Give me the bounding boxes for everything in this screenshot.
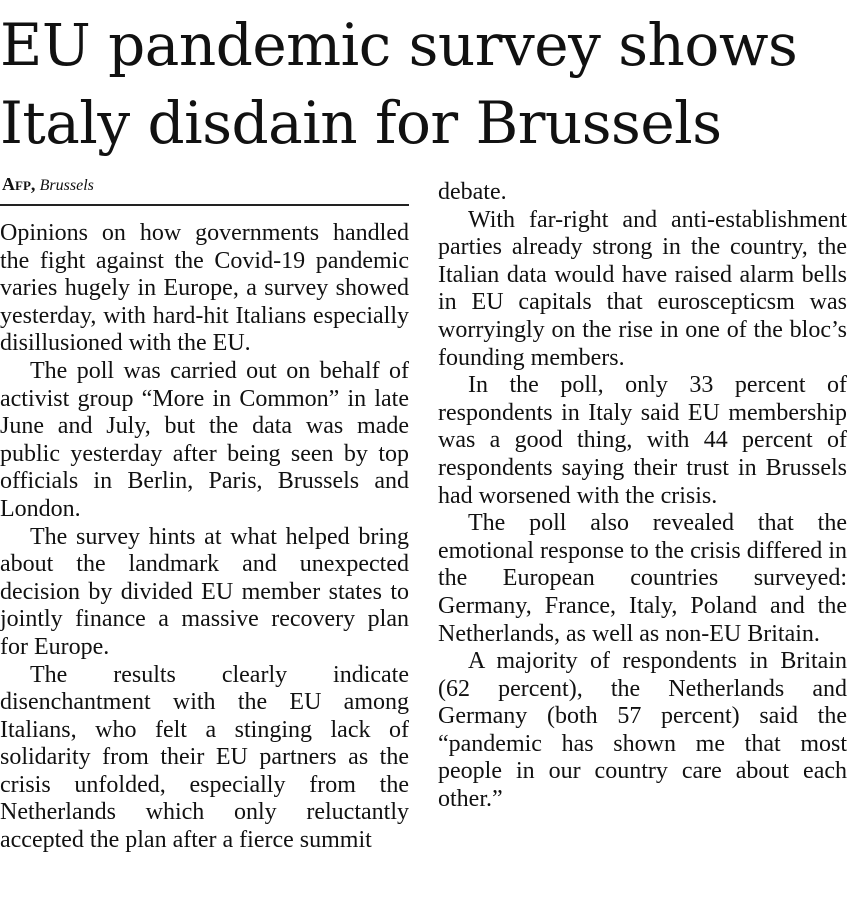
- paragraph-continuation: debate.: [438, 179, 507, 205]
- paragraph: The survey hints at what helped bring about the landmark and unexpected decision by divided EU member states to jointly finance a massive recovery plan for Europe.: [0, 523, 409, 660]
- article-column-1: [0, 220, 409, 855]
- headline-line-2: Italy disdain for Brussels: [0, 89, 722, 157]
- byline: [2, 174, 94, 195]
- headline-line-1: EU pandemic survey shows: [0, 11, 798, 79]
- byline-divider: [0, 204, 409, 206]
- article-column-2: [438, 179, 847, 814]
- paragraph: In the poll, only 33 percent of respondents in Italy said EU membership was a good thing, with 44 percent of respondents saying their trust in Brussels had worsened with the crisis.: [438, 372, 847, 509]
- paragraph: The poll was carried out on behalf of activist group “More in Common” in late June and July, but the data was made public yesterday after being seen by top officials in Berlin, Paris, Brussels and London.: [0, 357, 409, 522]
- byline-place: Brussels: [39, 177, 94, 194]
- paragraph: The poll also revealed that the emotional response to the crisis differed in the European countries surveyed: Germany, France, Italy, Poland and the Netherlands, as well as non-EU Britain.: [438, 510, 847, 647]
- paragraph: A majority of respondents in Britain (62 percent), the Netherlands and Germany (both 57 percent) said the “pandemic has shown me that most people in our country care about each other.”: [438, 648, 847, 813]
- paragraph: Opinions on how governments handled the fight against the Covid-19 pandemic varies hugely in Europe, a survey showed yesterday, with hard-hit Italians especially disillusioned with the EU.: [0, 220, 409, 357]
- paragraph: The results clearly indicate disenchantment with the EU among Italians, who felt a stinging lack of solidarity from their EU partners as the crisis unfolded, especially from the Netherlands which only reluctantly accepted the plan after a fierce summit: [0, 661, 409, 854]
- paragraph: With far-right and anti-establishment parties already strong in the country, the Italian data would have raised alarm bells in EU capitals that euroscepticsm was worryingly on the rise in one of the bloc’s founding members.: [438, 206, 847, 371]
- headline: [0, 6, 848, 162]
- byline-agency: Afp,: [2, 174, 36, 194]
